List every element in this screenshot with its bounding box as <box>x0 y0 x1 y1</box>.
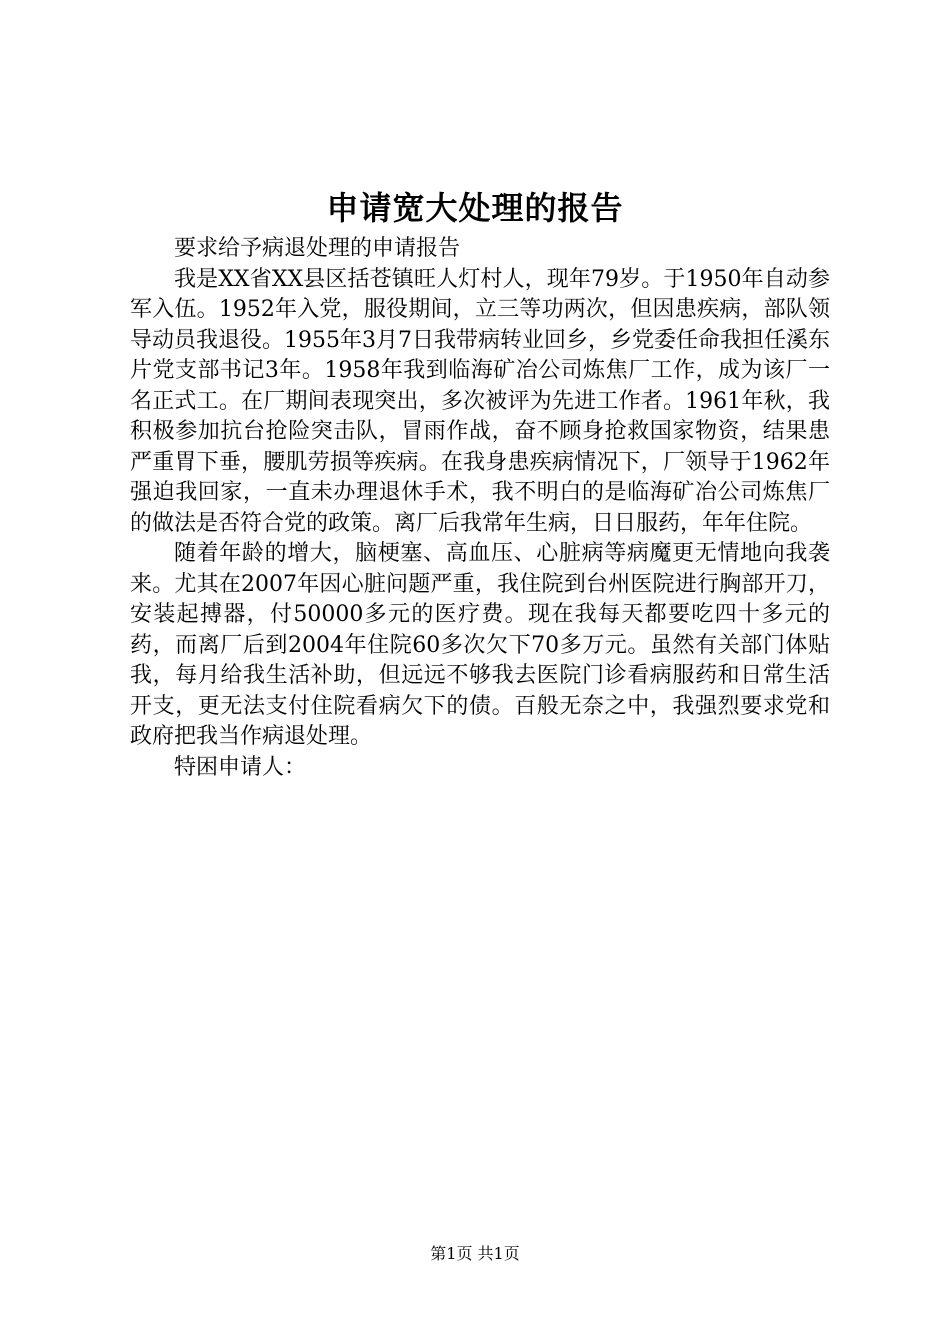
document-body <box>130 234 830 783</box>
paragraph-signature: 特困申请人： <box>174 754 307 780</box>
document-title: 申请宽大处理的报告 <box>326 189 624 227</box>
paragraph-heading: 要求给予病退处理的申请报告 <box>174 236 461 261</box>
paragraph-health-request: 随着年龄的增大，脑梗塞、高血压、心脏病等病魔更无情地向我袭来。尤其在2007年因心脏问题严重，我住院到台州医院进行胸部开刀，安装起搏器，付50000多元的医疗费。现在我每天都要吃四十多元的药，而离厂后到2004年住院60多次欠下70多万元。虽然有关部门体贴我，每月给我生活补助，但远远不够我去医院门诊看病服药和日常生活开支，更无法支付住院看病欠下的债。百般无奈之中，我强烈要求党和政府把我当作病退处理。 <box>130 541 830 749</box>
page-footer: 第1页 共1页 <box>430 1244 520 1263</box>
paragraph-background: 我是XX省XX县区括苍镇旺人灯村人，现年79岁。于1950年自动参军入伍。1952年入党，服役期间，立三等功两次，但因患疾病，部队领导动员我退役。1955年3月7日我带病转业回乡，乡党委任命我担任溪东片党支部书记3年。1958年我到临海矿冶公司炼焦厂工作，成为该厂一名正式工。在厂期间表现突出，多次被评为先进工作者。1961年秋，我积极参加抗台抢险突击队，冒雨作战，奋不顾身抢救国家物资，结果患严重胃下垂，腰肌劳损等疾病。在我身患疾病情况下，厂领导于1962年强迫我回家，一直未办理退休手术，我不明白的是临海矿冶公司炼焦厂的做法是否符合党的政策。离厂后我常年生病，日日服药，年年住院。 <box>130 266 830 536</box>
